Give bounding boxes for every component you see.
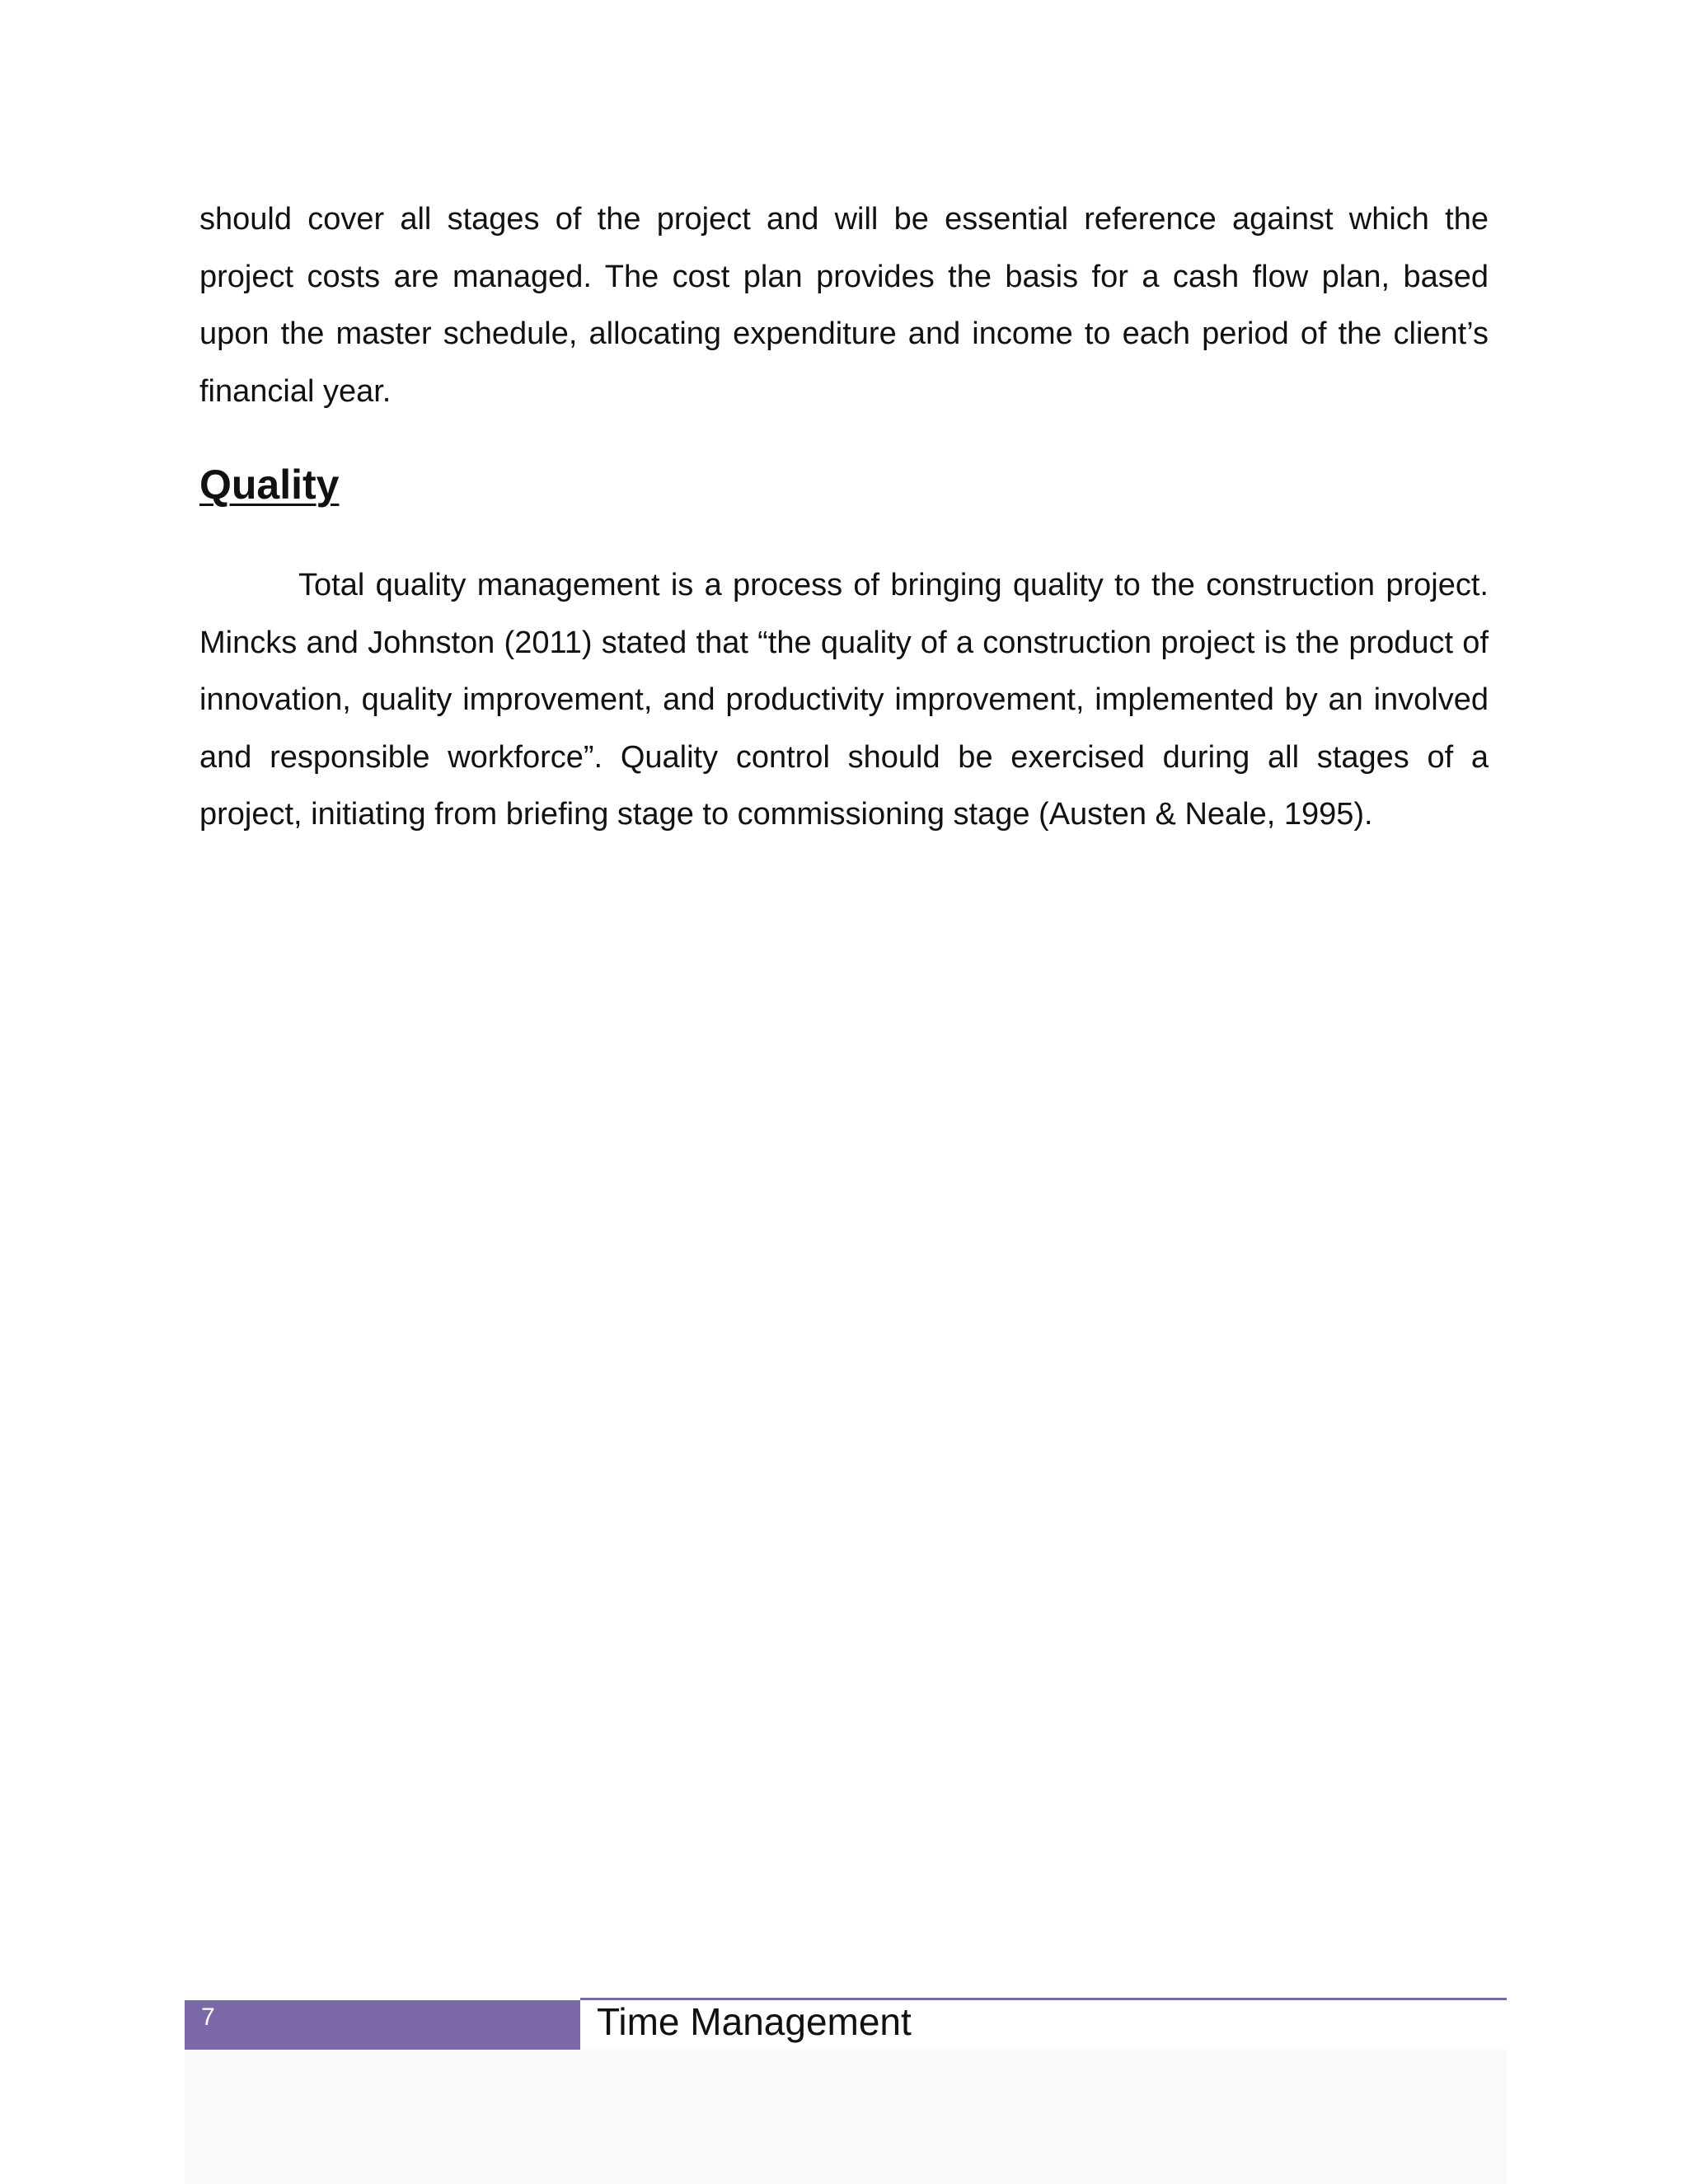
footer-shade [185,2050,1507,2184]
quality-heading: Quality [199,462,340,508]
continuation-paragraph: should cover all stages of the project and will be essential reference against which the project costs are managed. The cost plan provides the basis for a cash flow plan, based upon the master schedule, allocating expenditure and income to each period of the client’s financial year. [199,202,1489,409]
page-content [199,191,1489,844]
quality-paragraph: Total quality management is a process of bringing quality to the construction project. Mincks and Johnston (2011) stated that “the quality of a construction project is the product of innovation, quality improvement, and productivity improvement, implemented by an involved and responsible workforce”. Quality control should be exercised during all stages of a project, initiating from briefing stage to commissioning stage (Austen & Neale, 1995). [199,568,1489,832]
footer-band [185,2000,580,2050]
page-number: 7 [201,2004,215,2031]
footer-title: Time Management [597,2000,912,2043]
